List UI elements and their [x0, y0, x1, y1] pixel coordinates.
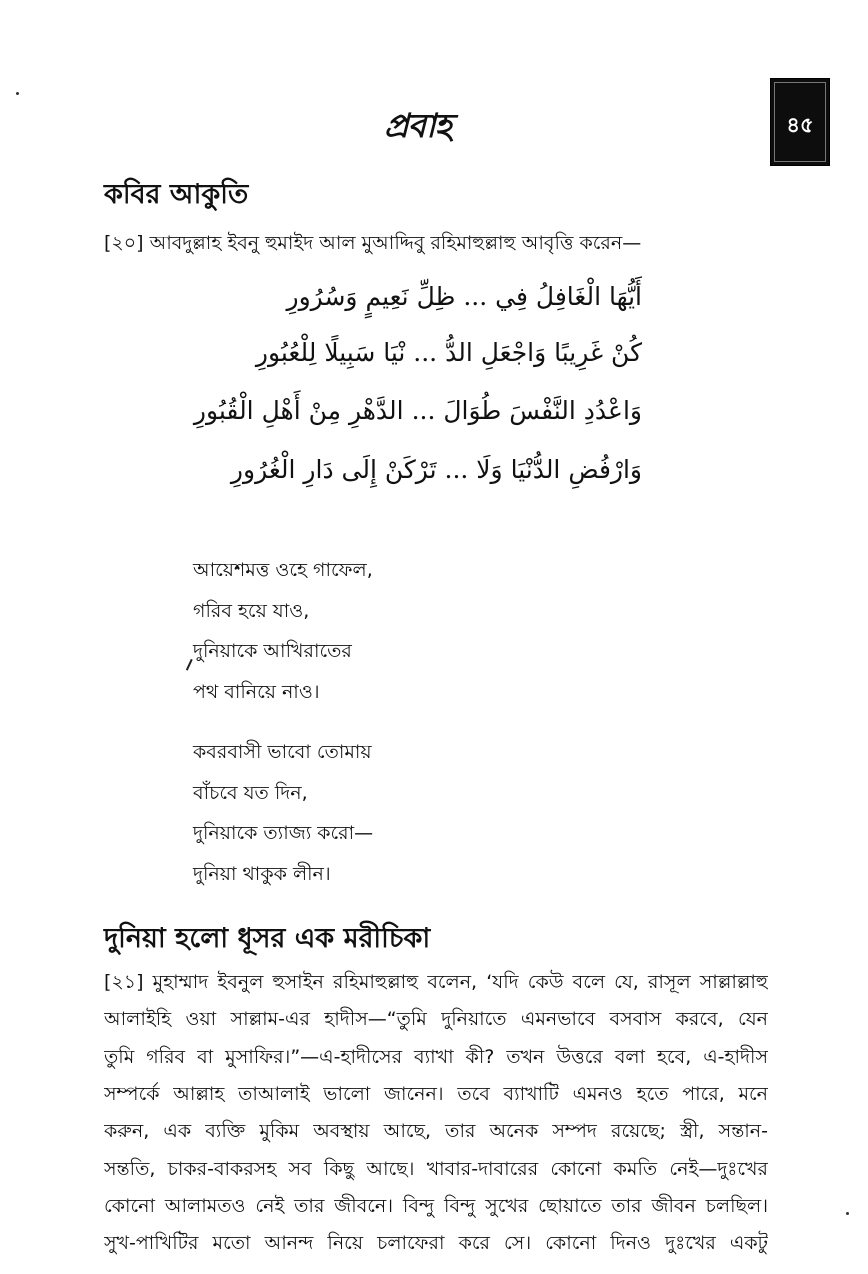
- paragraph-line: সন্ততি, চাকর-বাকরসহ সব কিছু আছে। খাবার-দাবারের কোনো কমতি নেই—দুঃখের: [104, 1158, 768, 1180]
- verse-line: দুনিয়াকে ত্যাজ্য করো—: [193, 822, 374, 844]
- scan-speck: [846, 1212, 849, 1215]
- verse-line: গরিব হয়ে যাও,: [193, 600, 310, 622]
- arabic-verse-line: وَارْفُضِ الدُّنْيَا وَلَا ... تَرْكَنْ إِلَى دَارِ الْغُرُورِ: [230, 455, 642, 484]
- page-number: ৪৫: [786, 113, 814, 137]
- arabic-verse-line: وَاعْدُدِ النَّفْسَ طُوَالَ ... الدَّهْرِ مِنْ أَهْلِ الْقُبُورِ: [193, 396, 642, 425]
- verse-line: পথ বানিয়ে নাও।: [193, 681, 320, 703]
- paragraph-line: সম্পর্কে আল্লাহ তাআলাই ভালো জানেন। তবে ব্যাখাটি এমনও হতে পারে, মনে: [104, 1083, 768, 1105]
- arabic-verse-line: كُنْ غَرِيبًا وَاجْعَلِ الدُّ ... نْيَا سَبِيلًا لِلْعُبُورِ: [255, 338, 642, 367]
- paragraph-line: [২১] মুহাম্মাদ ইবনুল হুসাইন রহিমাহুল্লাহু বলেন, ‘যদি কেউ বলে যে, রাসূল সাল্লাল্লাহু: [104, 971, 768, 993]
- paragraph-line: তুমি গরিব বা মুসাফির।”—এ-হাদীসের ব্যাখা কী? তখন উত্তরে বলা হবে, এ-হাদীস: [104, 1046, 768, 1068]
- paragraph-line: কোনো আলামতও নেই তার জীবনে। বিন্দু বিন্দু সুখের ছোয়াতে তার জীবন চলছিল।: [104, 1195, 768, 1217]
- pen-mark: [186, 659, 198, 673]
- verse-line: কবরবাসী ভাবো তোমায়: [193, 741, 372, 763]
- page-number-box: [770, 78, 830, 166]
- paragraph-line: করুন, এক ব্যক্তি মুকিম অবস্থায় আছে, তার অনেক সম্পদ রয়েছে; স্ত্রী, সন্তান-: [104, 1120, 768, 1142]
- scan-speck: [16, 92, 19, 95]
- intro-line: [২০] আবদুল্লাহ ইবনু হুমাইদ আল মুআদ্দিবু রহিমাহুল্লাহু আবৃত্তি করেন—: [104, 232, 642, 254]
- section-title-2: দুনিয়া হলো ধূসর এক মরীচিকা: [104, 923, 431, 954]
- verse-line: আয়েশমত্ত ওহে গাফেল,: [193, 559, 373, 581]
- paragraph-line: সুখ-পাখিটির মতো আনন্দ নিয়ে চলাফেরা করে সে। কোনো দিনও দুঃখের একটু: [104, 1232, 768, 1254]
- running-head: প্রবাহ: [384, 106, 451, 145]
- verse-line: দুনিয়াকে আখিরাতের: [193, 640, 352, 662]
- arabic-verse-line: أَيُّهَا الْغَافِلُ فِي ... ظِلِّ نَعِيمٍ وَسُرُورِ: [286, 282, 642, 311]
- verse-line: বাঁচবে যত দিন,: [193, 782, 308, 804]
- section-title-1: কবির আকুতি: [104, 179, 249, 210]
- paragraph-line: আলাইহি ওয়া সাল্লাম-এর হাদীস—“তুমি দুনিয়াতে এমনভাবে বসবাস করবে, যেন: [104, 1008, 768, 1030]
- verse-line: দুনিয়া থাকুক লীন।: [193, 863, 331, 885]
